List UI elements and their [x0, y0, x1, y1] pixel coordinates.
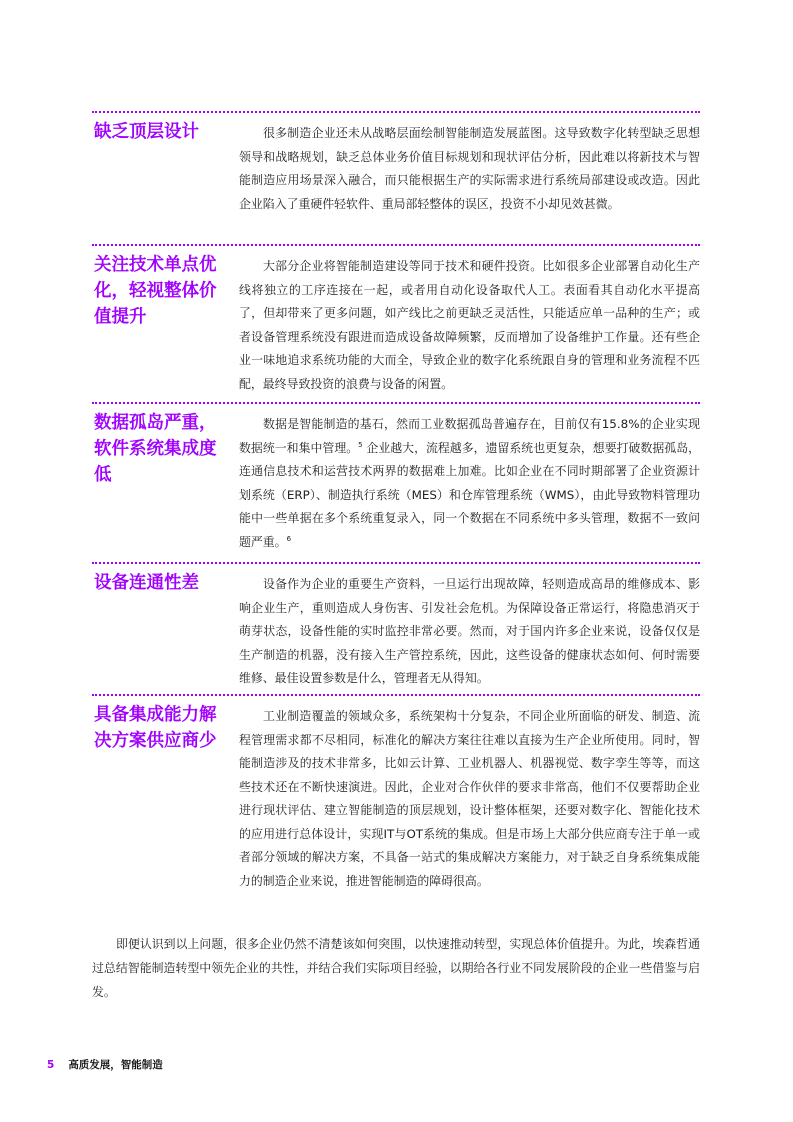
- section-heading: 关注技术单点优化，轻视整体价值提升: [94, 255, 217, 327]
- section-heading: 数据孤岛严重，软件系统集成度低: [94, 413, 217, 485]
- footer-title: 高质发展，智能制造: [68, 1059, 163, 1071]
- closing-paragraph: 即便认识到以上问题，很多企业仍然不清楚该如何突围，以快速推动转型，实现总体价值提升。为此，埃森哲通过总结智能制造转型中领先企业的共性，并结合我们实际项目经验，以期给各行业不同发展阶段的企业一些借鉴与启发。: [92, 937, 700, 999]
- section-heading: 设备连通性差: [94, 573, 199, 593]
- section-paragraph: [239, 413, 700, 554]
- section-paragraph: 大部分企业将智能制造建设等同于技术和硬件投资。比如很多企业部署自动化生产线将独立的工序连接在一起，或者用自动化设备取代人工。表面看其自动化水平提高了，但却带来了更多问题，如产线比之前更缺乏灵活性，只能适应单一品种的生产；或者设备管理系统没有跟进而造成设备故障频繁，反而增加了设备维护工作量。还有些企业一味地追求系统功能的大而全，导致企业的数字化系统跟自身的管理和业务流程不匹配，最终导致投资的浪费与设备的闲置。: [239, 259, 700, 391]
- section-heading: 缺乏顶层设计: [94, 122, 199, 142]
- section-paragraph: 工业制造覆盖的领域众多，系统架构十分复杂，不同企业所面临的研发、制造、流程管理需求都不尽相同，标准化的解决方案往往难以直接为生产企业所使用。同时，智能制造涉及的技术非常多，比如云计算、工业机器人、机器视觉、数字孪生等等，而这些技术还在不断快速演进。因此，企业对合作伙伴的要求非常高，他们不仅要帮助企业进行现状评估、建立智能制造的顶层规划，设计整体框架，还要对数字化、智能化技术的应用进行总体设计，实现IT与OT系统的集成。但是市场上大部分供应商专注于单一或者部分领域的解决方案，不具备一站式的集成解决方案能力，对于缺乏自身系统集成能力的制造企业来说，推进智能制造的障碍很高。: [239, 709, 700, 888]
- section-lack-of-top-design: [92, 111, 700, 240]
- page-footer: [47, 1057, 163, 1072]
- section-technology-point-optimization: [92, 244, 700, 397]
- section-few-integrated-solution-providers: [92, 694, 700, 921]
- page-number: 5: [47, 1059, 55, 1071]
- paragraph-text-part: 数据是智能制造的基石，然而工业数据孤岛普遍存在，目前仅有15.8%的企业实现数据统一和集中管理。: [239, 417, 700, 455]
- section-data-silos: [92, 402, 700, 557]
- section-heading: 具备集成能力解决方案供应商少: [94, 705, 217, 751]
- footnote-marker[interactable]: 5: [358, 440, 363, 449]
- section-paragraph: 很多制造企业还未从战略层面绘制智能制造发展蓝图。这导致数字化转型缺乏思想领导和战略规划，缺乏总体业务价值目标规划和现状评估分析，因此难以将新技术与智能制造应用场景深入融合，而只能根据生产的实际需求进行系统局部建设或改造。因此企业陷入了重硬件轻软件、重局部轻整体的误区，投资不小却见效甚微。: [239, 126, 700, 211]
- section-poor-equipment-connectivity: [92, 562, 700, 690]
- footnote-marker[interactable]: 6: [286, 534, 292, 543]
- section-paragraph: 设备作为企业的重要生产资料，一旦运行出现故障，轻则造成高昂的维修成本、影响企业生产，重则造成人身伤害、引发社会危机。为保障设备正常运行，将隐患消灭于萌芽状态，设备性能的实时监控非常必要。然而，对于国内许多企业来说，设备仅仅是生产制造的机器，没有接入生产管控系统，因此，这些设备的健康状态如何、何时需要维修、最佳设置参数是什么，管理者无从得知。: [239, 577, 700, 685]
- paragraph-text-part: 企业越大，流程越多，遗留系统也更复杂，想要打破数据孤岛，连通信息技术和运营技术两界的数据难上加难。比如企业在不同时期部署了企业资源计划系统（ERP）、制造执行系统（MES）和仓库管理系统（WMS），由此导致物料管理功能中一些单据在多个系统重复录入，同一个数据在不同系统中多头管理，数据不一致问题严重。: [239, 440, 700, 549]
